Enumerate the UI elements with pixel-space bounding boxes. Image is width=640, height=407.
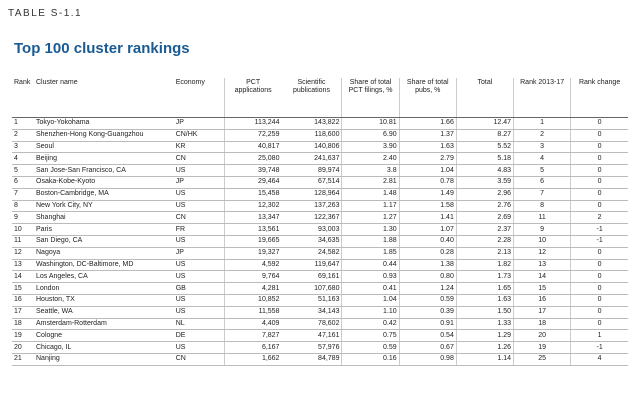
cell-cluster-name: New York City, NY <box>34 200 174 212</box>
cell-pct-applications: 39,748 <box>224 165 281 177</box>
table-row <box>12 165 628 177</box>
cell-cluster-name: Seattle, WA <box>34 306 174 318</box>
cell-rank: 7 <box>12 188 34 200</box>
header-share-pubs: Share of total pubs, % <box>399 78 456 118</box>
cell-rank-2013-17: 10 <box>514 235 571 247</box>
cell-economy: CN <box>174 212 225 224</box>
cell-share-pct: 0.42 <box>342 318 399 330</box>
cell-scientific-publications: 84,789 <box>281 353 342 365</box>
cell-scientific-publications: 119,647 <box>281 259 342 271</box>
cell-pct-applications: 4,281 <box>224 283 281 295</box>
cell-pct-applications: 13,347 <box>224 212 281 224</box>
cell-scientific-publications: 93,003 <box>281 224 342 236</box>
cell-total: 1.65 <box>456 283 513 295</box>
cell-share-pubs: 0.54 <box>399 330 456 342</box>
cell-cluster-name: Paris <box>34 224 174 236</box>
cell-economy: NL <box>174 318 225 330</box>
cell-economy: CN <box>174 153 225 165</box>
cell-share-pubs: 1.07 <box>399 224 456 236</box>
cell-share-pubs: 0.28 <box>399 247 456 259</box>
cell-share-pct: 0.75 <box>342 330 399 342</box>
cell-rank-2013-17: 12 <box>514 247 571 259</box>
cell-pct-applications: 15,458 <box>224 188 281 200</box>
cell-total: 2.69 <box>456 212 513 224</box>
cell-economy: JP <box>174 247 225 259</box>
cell-rank-2013-17: 19 <box>514 342 571 354</box>
cell-pct-applications: 19,665 <box>224 235 281 247</box>
cell-share-pubs: 0.59 <box>399 294 456 306</box>
cell-rank-change: -1 <box>571 224 628 236</box>
cell-share-pubs: 1.04 <box>399 165 456 177</box>
cell-rank: 21 <box>12 353 34 365</box>
cell-rank-change: 0 <box>571 141 628 153</box>
cell-total: 5.18 <box>456 153 513 165</box>
cell-share-pubs: 1.38 <box>399 259 456 271</box>
cell-total: 12.47 <box>456 118 513 130</box>
cell-cluster-name: London <box>34 283 174 295</box>
table-row <box>12 224 628 236</box>
cell-pct-applications: 113,244 <box>224 118 281 130</box>
header-pct-applications: PCT applications <box>224 78 281 118</box>
table-row <box>12 330 628 342</box>
cell-scientific-publications: 89,974 <box>281 165 342 177</box>
cell-scientific-publications: 128,964 <box>281 188 342 200</box>
cell-share-pubs: 0.80 <box>399 271 456 283</box>
cell-share-pubs: 2.79 <box>399 153 456 165</box>
cell-economy: US <box>174 271 225 283</box>
cell-rank-change: 4 <box>571 353 628 365</box>
cell-share-pct: 3.90 <box>342 141 399 153</box>
cell-economy: US <box>174 294 225 306</box>
cell-cluster-name: Washington, DC-Baltimore, MD <box>34 259 174 271</box>
cell-pct-applications: 9,764 <box>224 271 281 283</box>
cell-pct-applications: 7,827 <box>224 330 281 342</box>
cell-pct-applications: 4,592 <box>224 259 281 271</box>
cell-share-pct: 1.48 <box>342 188 399 200</box>
cell-pct-applications: 12,302 <box>224 200 281 212</box>
cell-economy: GB <box>174 283 225 295</box>
cell-rank: 4 <box>12 153 34 165</box>
cell-rank-2013-17: 13 <box>514 259 571 271</box>
header-cluster-name: Cluster name <box>34 78 174 118</box>
table-row <box>12 306 628 318</box>
page-title: Top 100 cluster rankings <box>14 40 190 57</box>
cell-share-pct: 1.85 <box>342 247 399 259</box>
cell-rank: 9 <box>12 212 34 224</box>
header-rank: Rank <box>12 78 34 118</box>
cell-cluster-name: Beijing <box>34 153 174 165</box>
table-row <box>12 212 628 224</box>
cell-rank-change: 2 <box>571 212 628 224</box>
cell-economy: US <box>174 165 225 177</box>
table-row <box>12 271 628 283</box>
cell-scientific-publications: 69,161 <box>281 271 342 283</box>
cell-cluster-name: Los Angeles, CA <box>34 271 174 283</box>
table-row <box>12 247 628 259</box>
cell-rank-2013-17: 18 <box>514 318 571 330</box>
cell-economy: US <box>174 200 225 212</box>
table-row <box>12 353 628 365</box>
cell-total: 4.83 <box>456 165 513 177</box>
cell-economy: US <box>174 235 225 247</box>
cell-total: 1.26 <box>456 342 513 354</box>
cell-cluster-name: Shenzhen-Hong Kong-Guangzhou <box>34 129 174 141</box>
cell-scientific-publications: 34,143 <box>281 306 342 318</box>
cell-pct-applications: 19,327 <box>224 247 281 259</box>
cell-rank: 2 <box>12 129 34 141</box>
cell-rank: 8 <box>12 200 34 212</box>
table-row <box>12 235 628 247</box>
cell-rank-2013-17: 3 <box>514 141 571 153</box>
cell-share-pubs: 1.41 <box>399 212 456 224</box>
cell-cluster-name: Houston, TX <box>34 294 174 306</box>
cell-economy: DE <box>174 330 225 342</box>
cell-total: 3.59 <box>456 176 513 188</box>
cell-share-pct: 0.59 <box>342 342 399 354</box>
cell-rank-change: -1 <box>571 342 628 354</box>
cell-total: 2.13 <box>456 247 513 259</box>
cell-rank-change: 1 <box>571 330 628 342</box>
cell-share-pubs: 0.39 <box>399 306 456 318</box>
header-economy: Economy <box>174 78 225 118</box>
cluster-rankings-table <box>12 78 628 366</box>
cell-rank-change: 0 <box>571 283 628 295</box>
cell-scientific-publications: 67,514 <box>281 176 342 188</box>
cell-economy: JP <box>174 118 225 130</box>
cell-share-pct: 1.17 <box>342 200 399 212</box>
cell-pct-applications: 4,409 <box>224 318 281 330</box>
cell-rank-2013-17: 7 <box>514 188 571 200</box>
cell-share-pubs: 0.40 <box>399 235 456 247</box>
cell-rank-change: 0 <box>571 259 628 271</box>
cell-rank-change: 0 <box>571 294 628 306</box>
cell-share-pct: 10.81 <box>342 118 399 130</box>
cell-total: 1.82 <box>456 259 513 271</box>
cell-total: 1.33 <box>456 318 513 330</box>
cell-rank-change: 0 <box>571 306 628 318</box>
table-label: TABLE S-1.1 <box>8 8 83 19</box>
cell-share-pct: 1.27 <box>342 212 399 224</box>
cell-rank-change: 0 <box>571 153 628 165</box>
cell-pct-applications: 25,080 <box>224 153 281 165</box>
cell-rank: 1 <box>12 118 34 130</box>
cell-scientific-publications: 47,161 <box>281 330 342 342</box>
cell-rank-2013-17: 4 <box>514 153 571 165</box>
cell-share-pct: 1.88 <box>342 235 399 247</box>
cell-share-pct: 1.10 <box>342 306 399 318</box>
cell-scientific-publications: 140,806 <box>281 141 342 153</box>
cell-pct-applications: 29,464 <box>224 176 281 188</box>
cell-share-pct: 3.8 <box>342 165 399 177</box>
cell-scientific-publications: 137,263 <box>281 200 342 212</box>
cell-cluster-name: Amsterdam-Rotterdam <box>34 318 174 330</box>
cell-total: 5.52 <box>456 141 513 153</box>
cell-cluster-name: Chicago, IL <box>34 342 174 354</box>
cell-pct-applications: 11,558 <box>224 306 281 318</box>
cell-cluster-name: Shanghai <box>34 212 174 224</box>
table-row <box>12 176 628 188</box>
cell-total: 1.50 <box>456 306 513 318</box>
table-row <box>12 259 628 271</box>
cell-scientific-publications: 241,637 <box>281 153 342 165</box>
table-row <box>12 283 628 295</box>
cell-total: 1.73 <box>456 271 513 283</box>
header-total: Total <box>456 78 513 118</box>
cell-share-pubs: 1.58 <box>399 200 456 212</box>
cell-rank-2013-17: 1 <box>514 118 571 130</box>
cell-total: 1.29 <box>456 330 513 342</box>
cell-scientific-publications: 118,600 <box>281 129 342 141</box>
cell-economy: US <box>174 259 225 271</box>
cell-cluster-name: Nanjing <box>34 353 174 365</box>
table-row <box>12 294 628 306</box>
cell-scientific-publications: 24,582 <box>281 247 342 259</box>
cell-share-pubs: 0.78 <box>399 176 456 188</box>
cell-share-pubs: 0.91 <box>399 318 456 330</box>
table-row <box>12 200 628 212</box>
cell-economy: US <box>174 342 225 354</box>
header-rank-2013-17: Rank 2013-17 <box>514 78 571 118</box>
cell-total: 2.37 <box>456 224 513 236</box>
cell-cluster-name: Tokyo-Yokohama <box>34 118 174 130</box>
cell-total: 1.63 <box>456 294 513 306</box>
cell-share-pubs: 1.37 <box>399 129 456 141</box>
cell-total: 1.14 <box>456 353 513 365</box>
cell-rank-2013-17: 8 <box>514 200 571 212</box>
cell-rank-2013-17: 16 <box>514 294 571 306</box>
cell-rank: 20 <box>12 342 34 354</box>
cell-cluster-name: Osaka-Kobe-Kyoto <box>34 176 174 188</box>
cell-share-pubs: 1.49 <box>399 188 456 200</box>
cell-rank-change: 0 <box>571 271 628 283</box>
cell-rank: 17 <box>12 306 34 318</box>
table-row <box>12 141 628 153</box>
cell-pct-applications: 10,852 <box>224 294 281 306</box>
cell-share-pct: 1.30 <box>342 224 399 236</box>
cell-rank: 18 <box>12 318 34 330</box>
cell-rank-change: 0 <box>571 176 628 188</box>
cell-rank-change: 0 <box>571 247 628 259</box>
table-row <box>12 342 628 354</box>
cell-rank: 10 <box>12 224 34 236</box>
cell-scientific-publications: 78,602 <box>281 318 342 330</box>
cell-pct-applications: 6,167 <box>224 342 281 354</box>
cell-rank-change: -1 <box>571 235 628 247</box>
cell-share-pubs: 1.24 <box>399 283 456 295</box>
cell-rank: 6 <box>12 176 34 188</box>
cell-economy: FR <box>174 224 225 236</box>
cell-scientific-publications: 51,163 <box>281 294 342 306</box>
cell-rank: 19 <box>12 330 34 342</box>
cell-rank-change: 0 <box>571 129 628 141</box>
header-share-pct: Share of total PCT filings, % <box>342 78 399 118</box>
table-row <box>12 129 628 141</box>
cell-rank-2013-17: 25 <box>514 353 571 365</box>
cell-share-pct: 1.04 <box>342 294 399 306</box>
cell-total: 2.96 <box>456 188 513 200</box>
cell-rank-change: 0 <box>571 165 628 177</box>
cell-rank-change: 0 <box>571 200 628 212</box>
cell-share-pct: 0.41 <box>342 283 399 295</box>
cell-share-pct: 0.93 <box>342 271 399 283</box>
cell-rank: 12 <box>12 247 34 259</box>
cell-rank: 5 <box>12 165 34 177</box>
cell-rank-2013-17: 2 <box>514 129 571 141</box>
cell-economy: CN/HK <box>174 129 225 141</box>
cell-share-pct: 2.40 <box>342 153 399 165</box>
cell-rank-2013-17: 9 <box>514 224 571 236</box>
cell-economy: US <box>174 306 225 318</box>
table-row <box>12 318 628 330</box>
cell-cluster-name: Nagoya <box>34 247 174 259</box>
cell-pct-applications: 40,817 <box>224 141 281 153</box>
cell-cluster-name: Boston-Cambridge, MA <box>34 188 174 200</box>
cell-economy: KR <box>174 141 225 153</box>
cell-economy: CN <box>174 353 225 365</box>
header-rank-change: Rank change <box>571 78 628 118</box>
cell-rank: 13 <box>12 259 34 271</box>
cell-share-pct: 2.81 <box>342 176 399 188</box>
cell-rank-2013-17: 11 <box>514 212 571 224</box>
cell-share-pct: 6.90 <box>342 129 399 141</box>
cell-share-pct: 0.16 <box>342 353 399 365</box>
cell-rank-change: 0 <box>571 188 628 200</box>
header-scientific-publications: Scientific publications <box>281 78 342 118</box>
cell-cluster-name: San Diego, CA <box>34 235 174 247</box>
cell-economy: JP <box>174 176 225 188</box>
cell-rank: 16 <box>12 294 34 306</box>
cell-rank-2013-17: 6 <box>514 176 571 188</box>
cell-rank-change: 0 <box>571 118 628 130</box>
cell-share-pubs: 1.63 <box>399 141 456 153</box>
cell-pct-applications: 1,662 <box>224 353 281 365</box>
cell-share-pct: 0.44 <box>342 259 399 271</box>
cell-total: 2.28 <box>456 235 513 247</box>
cell-cluster-name: Cologne <box>34 330 174 342</box>
cell-scientific-publications: 107,680 <box>281 283 342 295</box>
cell-rank-2013-17: 5 <box>514 165 571 177</box>
cell-rank: 14 <box>12 271 34 283</box>
cell-scientific-publications: 122,367 <box>281 212 342 224</box>
cell-scientific-publications: 143,822 <box>281 118 342 130</box>
table-row <box>12 118 628 130</box>
cell-rank-2013-17: 20 <box>514 330 571 342</box>
table-row <box>12 188 628 200</box>
cell-rank: 11 <box>12 235 34 247</box>
cell-cluster-name: Seoul <box>34 141 174 153</box>
cell-share-pubs: 0.67 <box>399 342 456 354</box>
cell-scientific-publications: 57,976 <box>281 342 342 354</box>
cell-pct-applications: 72,259 <box>224 129 281 141</box>
cell-rank: 15 <box>12 283 34 295</box>
cell-share-pubs: 1.66 <box>399 118 456 130</box>
cell-cluster-name: San Jose-San Francisco, CA <box>34 165 174 177</box>
cell-total: 2.76 <box>456 200 513 212</box>
cell-rank-2013-17: 17 <box>514 306 571 318</box>
cell-economy: US <box>174 188 225 200</box>
table-row <box>12 153 628 165</box>
cell-rank-2013-17: 15 <box>514 283 571 295</box>
header-row <box>12 78 628 118</box>
cell-total: 8.27 <box>456 129 513 141</box>
cell-scientific-publications: 34,635 <box>281 235 342 247</box>
cell-pct-applications: 13,561 <box>224 224 281 236</box>
cell-rank-change: 0 <box>571 318 628 330</box>
cell-share-pubs: 0.98 <box>399 353 456 365</box>
cell-rank: 3 <box>12 141 34 153</box>
cell-rank-2013-17: 14 <box>514 271 571 283</box>
